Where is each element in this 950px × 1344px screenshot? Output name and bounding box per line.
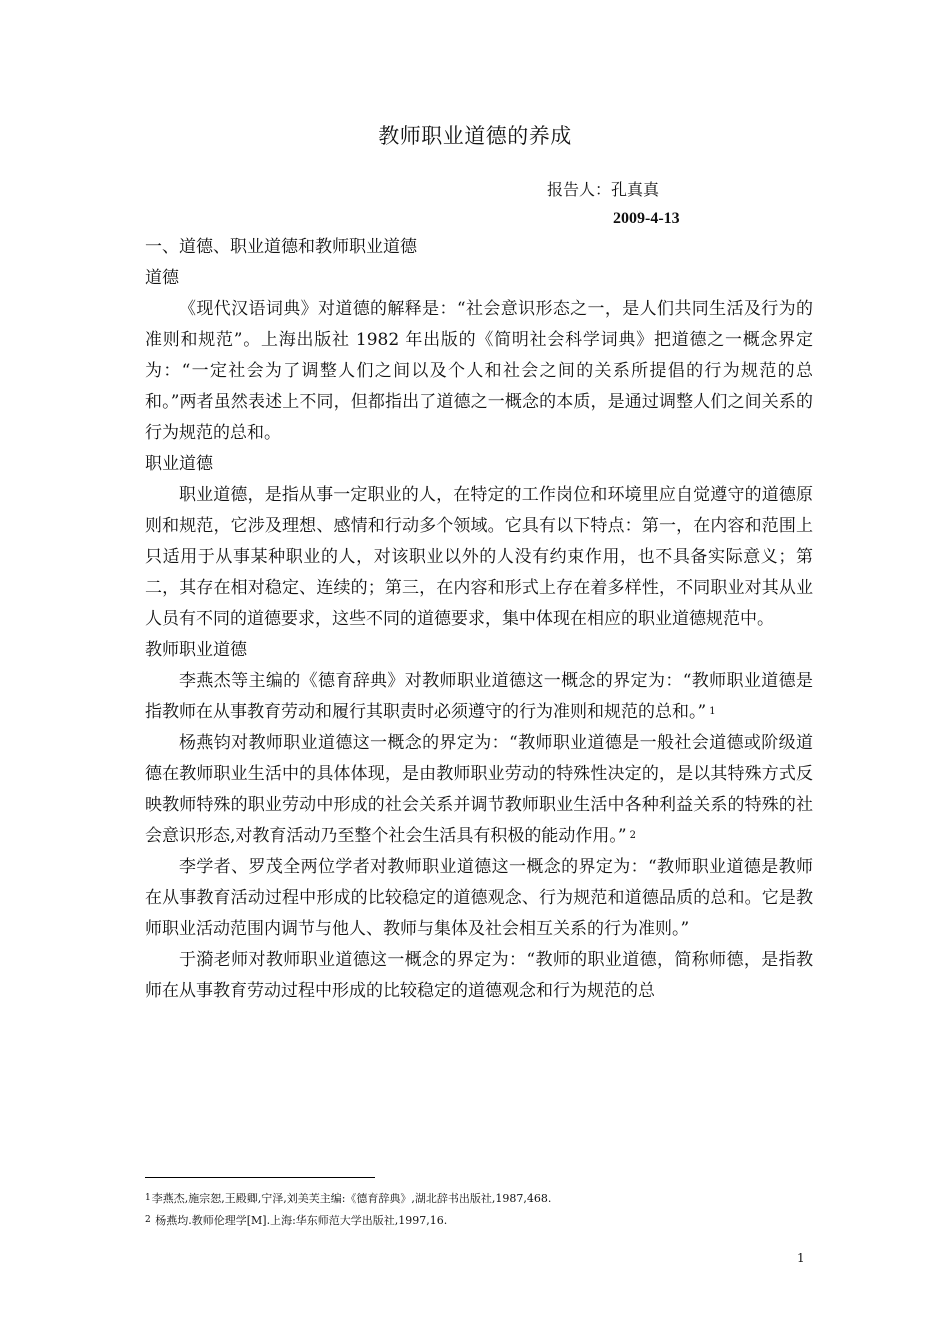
subsection-heading-teacher-ethics: 教师职业道德 bbox=[145, 640, 247, 660]
paragraph-text: 李燕杰等主编的《德育辞典》对教师职业道德这一概念的界定为：“教师职业道德是指教师在从事教育劳动和履行其职责时必须遵守的行为准则和规范的总和。” bbox=[145, 671, 813, 722]
paragraph-morality-definition: 《现代汉语词典》对道德的解释是：“社会意识形态之一，是人们共同生活及行为的准则和规范”。上海出版社 1982 年出版的《简明社会科学词典》把道德之一概念界定为：“一定社会为了调整人们之间以及个人和社会之间的关系所提倡的行为规范的总和。”两者虽然表述上不同，但都指出了道德之一概念的本质，是通过调整人们之间关系的行为规范的总和。 bbox=[145, 299, 813, 443]
page-number: 1 bbox=[797, 1251, 805, 1265]
document-title: 教师职业道德的养成 bbox=[378, 124, 572, 148]
footnote-number: 1 bbox=[145, 1193, 151, 1203]
paragraph-text: 杨燕钧对教师职业道德这一概念的界定为：“教师职业道德是一般社会道德或阶级道德在教师职业生活中的具体体现，是由教师职业劳动的特殊性决定的，是以其特殊方式反映教师特殊的职业劳动中形成的社会关系并调节教师职业生活中各种利益关系的特殊的社会意识形态,对教育活动乃至整个社会生活具有积极的能动作用。” bbox=[145, 733, 813, 846]
footnotes bbox=[145, 1188, 825, 1232]
subsection-heading-morality: 道德 bbox=[145, 268, 179, 288]
report-date: 2009-4-13 bbox=[613, 210, 680, 227]
footnote-separator bbox=[145, 1177, 375, 1178]
paragraph-teacher-ethics-3: 李学者、罗茂全两位学者对教师职业道德这一概念的界定为：“教师职业道德是教师在从事教育活动过程中形成的比较稳定的道德观念、行为规范和道德品质的总和。它是教师职业活动范围内调节与他人、教师与集体及社会相互关系的行为准则。” bbox=[145, 857, 813, 939]
document-body bbox=[145, 232, 813, 1007]
footnote-text: 李燕杰,施宗恕,王殿卿,宁泽,刘美芙主编:《德育辞典》,湖北辞书出版社,1987,468. bbox=[151, 1192, 552, 1205]
section-heading: 一、道德、职业道德和教师职业道德 bbox=[145, 237, 417, 257]
paragraph-teacher-ethics-4: 于漪老师对教师职业道德这一概念的界定为：“教师的职业道德，简称师德，是指教师在从事教育劳动过程中形成的比较稳定的道德观念和行为规范的总 bbox=[145, 950, 813, 1001]
subsection-heading-professional-ethics: 职业道德 bbox=[145, 454, 213, 474]
paragraph-teacher-ethics-1 bbox=[145, 666, 813, 728]
paragraph-professional-ethics: 职业道德，是指从事一定职业的人，在特定的工作岗位和环境里应自觉遵守的道德原则和规范，它涉及理想、感情和行动多个领域。它具有以下特点：第一，在内容和范围上只适用于从事某种职业的人，对该职业以外的人没有约束作用，也不具备实际意义；第二，其存在相对稳定、连续的；第三，在内容和形式上存在着多样性，不同职业对其从业人员有不同的道德要求，这些不同的道德要求，集中体现在相应的职业道德规范中。 bbox=[145, 485, 813, 629]
reporter-line: 报告人：孔真真 bbox=[547, 180, 660, 199]
footnote-item bbox=[145, 1188, 825, 1210]
footnote-item bbox=[145, 1210, 825, 1232]
footnote-text: 杨燕均.教师伦理学[M].上海:华东师范大学出版社,1997,16. bbox=[151, 1214, 448, 1227]
paragraph-teacher-ethics-2 bbox=[145, 728, 813, 852]
footnote-number: 2 bbox=[145, 1215, 151, 1225]
footnote-reference[interactable]: 2 bbox=[629, 830, 636, 841]
footnote-reference[interactable]: 1 bbox=[709, 706, 716, 717]
